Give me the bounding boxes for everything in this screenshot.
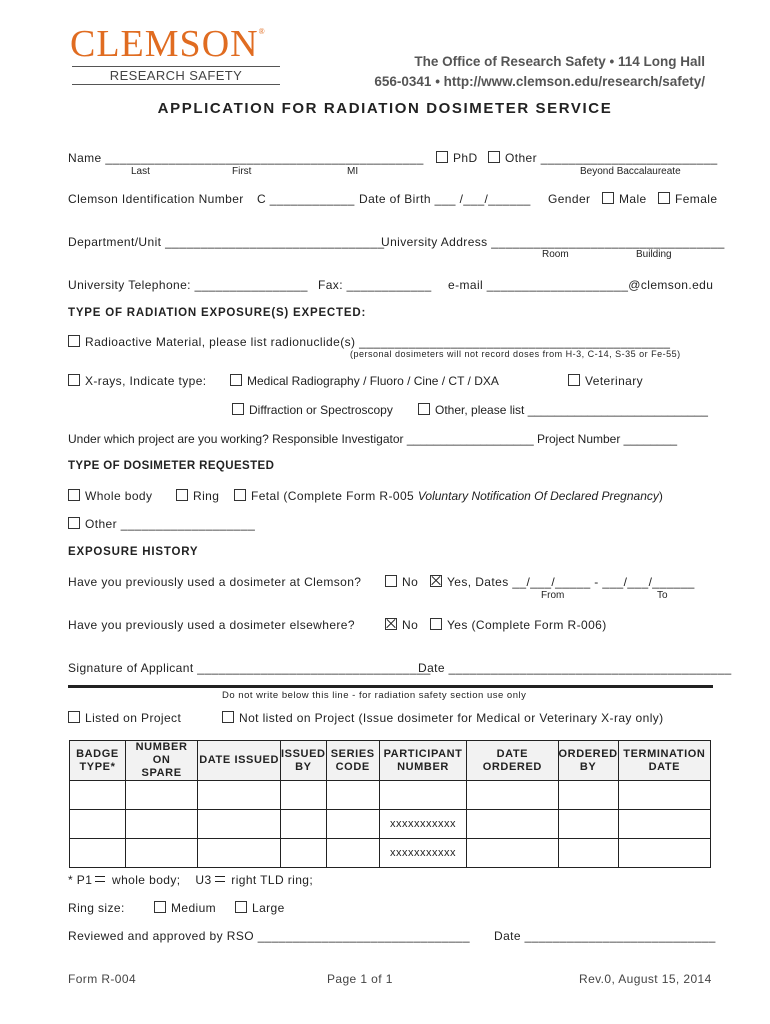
other-degree-label: Other _________________________ (505, 151, 718, 165)
clemson-id-field[interactable]: C ____________ (257, 192, 355, 206)
history-heading: EXPOSURE HISTORY (68, 546, 199, 558)
female-option[interactable] (658, 192, 717, 206)
equals-icon (215, 876, 225, 882)
ring-medium-checkbox[interactable] (154, 901, 166, 913)
medical-label: Medical Radiography / Fluoro / Cine / CT / DXA (247, 374, 499, 388)
dosimeter-heading: TYPE OF DOSIMETER REQUESTED (68, 460, 275, 472)
header-ordered-by: ORDERED BY (558, 741, 618, 781)
fetal-label: Fetal (Complete Form R-005 (251, 489, 415, 503)
table-row (70, 839, 711, 868)
table-cell: xxxxxxxxxxx (379, 810, 466, 839)
department-field[interactable]: Department/Unit _______________________________ (68, 235, 385, 249)
table-cell[interactable] (467, 810, 558, 839)
female-checkbox[interactable] (658, 192, 670, 204)
whole-body-label: Whole body (85, 489, 153, 503)
table-row (70, 781, 711, 810)
signature-date-field[interactable]: Date ________________________________________ (418, 661, 732, 675)
header-issued-by: ISSUED BY (281, 741, 327, 781)
research-safety-label: RESEARCH SAFETY (72, 66, 280, 85)
office-use-note: Do not write below this line - for radiation safety section use only (222, 690, 527, 701)
table-cell[interactable] (326, 781, 379, 810)
q1-no-option[interactable] (385, 575, 418, 589)
project-field[interactable]: Under which project are you working? Responsible Investigator ___________________ Project Number ________ (68, 432, 678, 446)
xrays-checkbox[interactable] (68, 374, 80, 386)
table-cell[interactable] (281, 839, 327, 868)
key-p1: * P1 (68, 873, 93, 887)
q1-yes-option[interactable] (430, 575, 695, 589)
key-u3: U3 (195, 873, 212, 887)
q1-yes-label: Yes, Dates __/___/_____ - ___/___/______ (447, 575, 695, 589)
fetal-checkbox[interactable] (234, 489, 246, 501)
q1-no-checkbox[interactable] (385, 575, 397, 587)
equals-icon (95, 876, 105, 882)
table-cell[interactable] (198, 810, 281, 839)
table-cell[interactable] (70, 810, 126, 839)
divider-line (68, 685, 713, 688)
diffraction-option[interactable] (232, 403, 393, 417)
to-label: To (657, 590, 668, 601)
radioactive-note: (personal dosimeters will not record doses from H-3, C-14, S-35 or Fe-55) (350, 349, 681, 359)
form-number: Form R-004 (68, 972, 137, 986)
diffraction-label: Diffraction or Spectroscopy (249, 403, 393, 417)
not-listed-checkbox[interactable] (222, 711, 234, 723)
gender-label: Gender (548, 192, 591, 206)
q1-no-label: No (402, 575, 419, 589)
xrays-label: X-rays, Indicate type: (85, 374, 207, 388)
table-cell[interactable] (558, 781, 618, 810)
table-cell[interactable] (125, 839, 197, 868)
badge-key (68, 873, 313, 887)
listed-checkbox[interactable] (68, 711, 80, 723)
table-cell[interactable] (125, 810, 197, 839)
office-phone-url: 656-0341 • http://www.clemson.edu/research/safety/ (374, 74, 705, 89)
male-option[interactable] (602, 192, 647, 206)
phd-checkbox[interactable] (436, 151, 448, 163)
ring-medium-option[interactable] (154, 901, 216, 915)
medical-option[interactable] (230, 374, 499, 388)
q2-no-label: No (402, 618, 419, 632)
office-info (374, 52, 705, 92)
female-label: Female (675, 192, 718, 206)
q2-yes-option[interactable] (430, 618, 607, 632)
first-label: First (232, 166, 252, 177)
radioactive-checkbox[interactable] (68, 335, 80, 347)
exposure-heading: TYPE OF RADIATION EXPOSURE(S) EXPECTED: (68, 307, 367, 319)
veterinary-checkbox[interactable] (568, 374, 580, 386)
table-cell[interactable] (70, 781, 126, 810)
table-cell: xxxxxxxxxxx (379, 839, 466, 868)
table-cell[interactable] (379, 781, 466, 810)
signature-field[interactable]: Signature of Applicant _________________________________ (68, 661, 431, 675)
rso-review-field[interactable]: Reviewed and approved by RSO ______________________________ (68, 929, 470, 943)
fetal-option[interactable] (234, 489, 663, 503)
q1-yes-checkbox[interactable] (430, 575, 442, 587)
last-label: Last (131, 166, 150, 177)
fetal-form-title: Voluntary Notification Of Declared Pregnancy (417, 489, 659, 503)
radioactive-option[interactable] (68, 335, 670, 349)
ring-label: Ring (193, 489, 220, 503)
name-field[interactable]: Name _____________________________________________ (68, 151, 424, 165)
table-cell[interactable] (467, 781, 558, 810)
listed-option[interactable] (68, 711, 181, 725)
revision-date: Rev.0, August 15, 2014 (579, 972, 712, 986)
ring-option[interactable] (176, 489, 219, 503)
q2-label: Have you previously used a dosimeter elsewhere? (68, 618, 355, 632)
table-header-row (70, 741, 711, 781)
q2-no-option[interactable] (385, 618, 418, 632)
office-address: The Office of Research Safety • 114 Long Hall (414, 54, 705, 69)
rso-date-field[interactable]: Date ___________________________ (494, 929, 716, 943)
table-cell[interactable] (558, 839, 618, 868)
dob-field[interactable]: Date of Birth ___ /___/______ (359, 192, 531, 206)
header-termination-date: TERMINATION DATE (618, 741, 710, 781)
beyond-label: Beyond Baccalaureate (580, 166, 681, 177)
q2-yes-label: Yes (Complete Form R-006) (447, 618, 607, 632)
radioactive-label: Radioactive Material, please list radionuclide(s) ____________________________________________ (85, 335, 671, 349)
veterinary-option[interactable] (568, 374, 643, 388)
ring-large-checkbox[interactable] (235, 901, 247, 913)
medical-checkbox[interactable] (230, 374, 242, 386)
form-title: APPLICATION FOR RADIATION DOSIMETER SERVICE (157, 100, 613, 117)
other-degree-option[interactable] (488, 151, 718, 165)
male-checkbox[interactable] (602, 192, 614, 204)
not-listed-option[interactable] (222, 711, 664, 725)
header-badge-type: BADGE TYPE* (70, 741, 126, 781)
listed-label: Listed on Project (85, 711, 182, 725)
key-whole-body: whole body; (112, 873, 181, 887)
from-label: From (541, 590, 565, 601)
fetal-close: ) (658, 489, 664, 503)
building-label: Building (636, 249, 672, 260)
mi-label: MI (347, 166, 359, 177)
other-dosimeter-label: Other ___________________ (85, 517, 256, 531)
header-date-issued: DATE ISSUED (198, 741, 281, 781)
other-exposure-option[interactable] (418, 403, 708, 417)
table-cell[interactable] (326, 810, 379, 839)
ring-medium-label: Medium (171, 901, 217, 915)
phd-option[interactable] (436, 151, 478, 165)
diffraction-checkbox[interactable] (232, 403, 244, 415)
ring-size-label: Ring size: (68, 901, 125, 915)
header-participant-number: PARTICIPANT NUMBER (379, 741, 466, 781)
header-number-on-spare: NUMBER ON SPARE (125, 741, 197, 781)
table-cell[interactable] (558, 810, 618, 839)
table-cell[interactable] (281, 810, 327, 839)
clemson-id-label: Clemson Identification Number (68, 192, 244, 206)
ring-checkbox[interactable] (176, 489, 188, 501)
q1-label: Have you previously used a dosimeter at Clemson? (68, 575, 362, 589)
q2-yes-checkbox[interactable] (430, 618, 442, 630)
table-row (70, 810, 711, 839)
key-right-tld: right TLD ring; (231, 873, 314, 887)
table-cell[interactable] (326, 839, 379, 868)
ring-large-option[interactable] (235, 901, 285, 915)
university-address-field[interactable]: University Address _________________________________ (381, 235, 725, 249)
table-cell[interactable] (618, 810, 710, 839)
table-cell[interactable] (618, 781, 710, 810)
page-number: Page 1 of 1 (327, 972, 393, 986)
whole-body-option[interactable] (68, 489, 152, 503)
not-listed-label: Not listed on Project (Issue dosimeter for Medical or Veterinary X-ray only) (239, 711, 664, 725)
ring-large-label: Large (252, 901, 285, 915)
table-cell[interactable] (467, 839, 558, 868)
phd-label: PhD (453, 151, 478, 165)
veterinary-label: Veterinary (585, 374, 644, 388)
table-cell[interactable] (125, 781, 197, 810)
clemson-logo: CLEMSON® (70, 23, 266, 65)
table-cell[interactable] (618, 839, 710, 868)
whole-body-checkbox[interactable] (68, 489, 80, 501)
other-exposure-checkbox[interactable] (418, 403, 430, 415)
other-exposure-label: Other, please list ___________________________ (435, 403, 708, 417)
table-cell[interactable] (198, 839, 281, 868)
fax-field[interactable]: Fax: ____________ (318, 278, 432, 292)
xrays-option[interactable] (68, 374, 207, 388)
header-date-ordered: DATE ORDERED (467, 741, 558, 781)
table-cell[interactable] (281, 781, 327, 810)
dosimeter-table (69, 740, 711, 868)
table-cell[interactable] (70, 839, 126, 868)
telephone-field[interactable]: University Telephone: ________________ (68, 278, 308, 292)
other-degree-checkbox[interactable] (488, 151, 500, 163)
other-dosimeter-checkbox[interactable] (68, 517, 80, 529)
other-dosimeter-option[interactable] (68, 517, 255, 531)
email-field[interactable]: e-mail ____________________@clemson.edu (448, 278, 714, 292)
q2-no-checkbox[interactable] (385, 618, 397, 630)
room-label: Room (542, 249, 569, 260)
table-cell[interactable] (198, 781, 281, 810)
male-label: Male (619, 192, 647, 206)
header-series-code: SERIES CODE (326, 741, 379, 781)
